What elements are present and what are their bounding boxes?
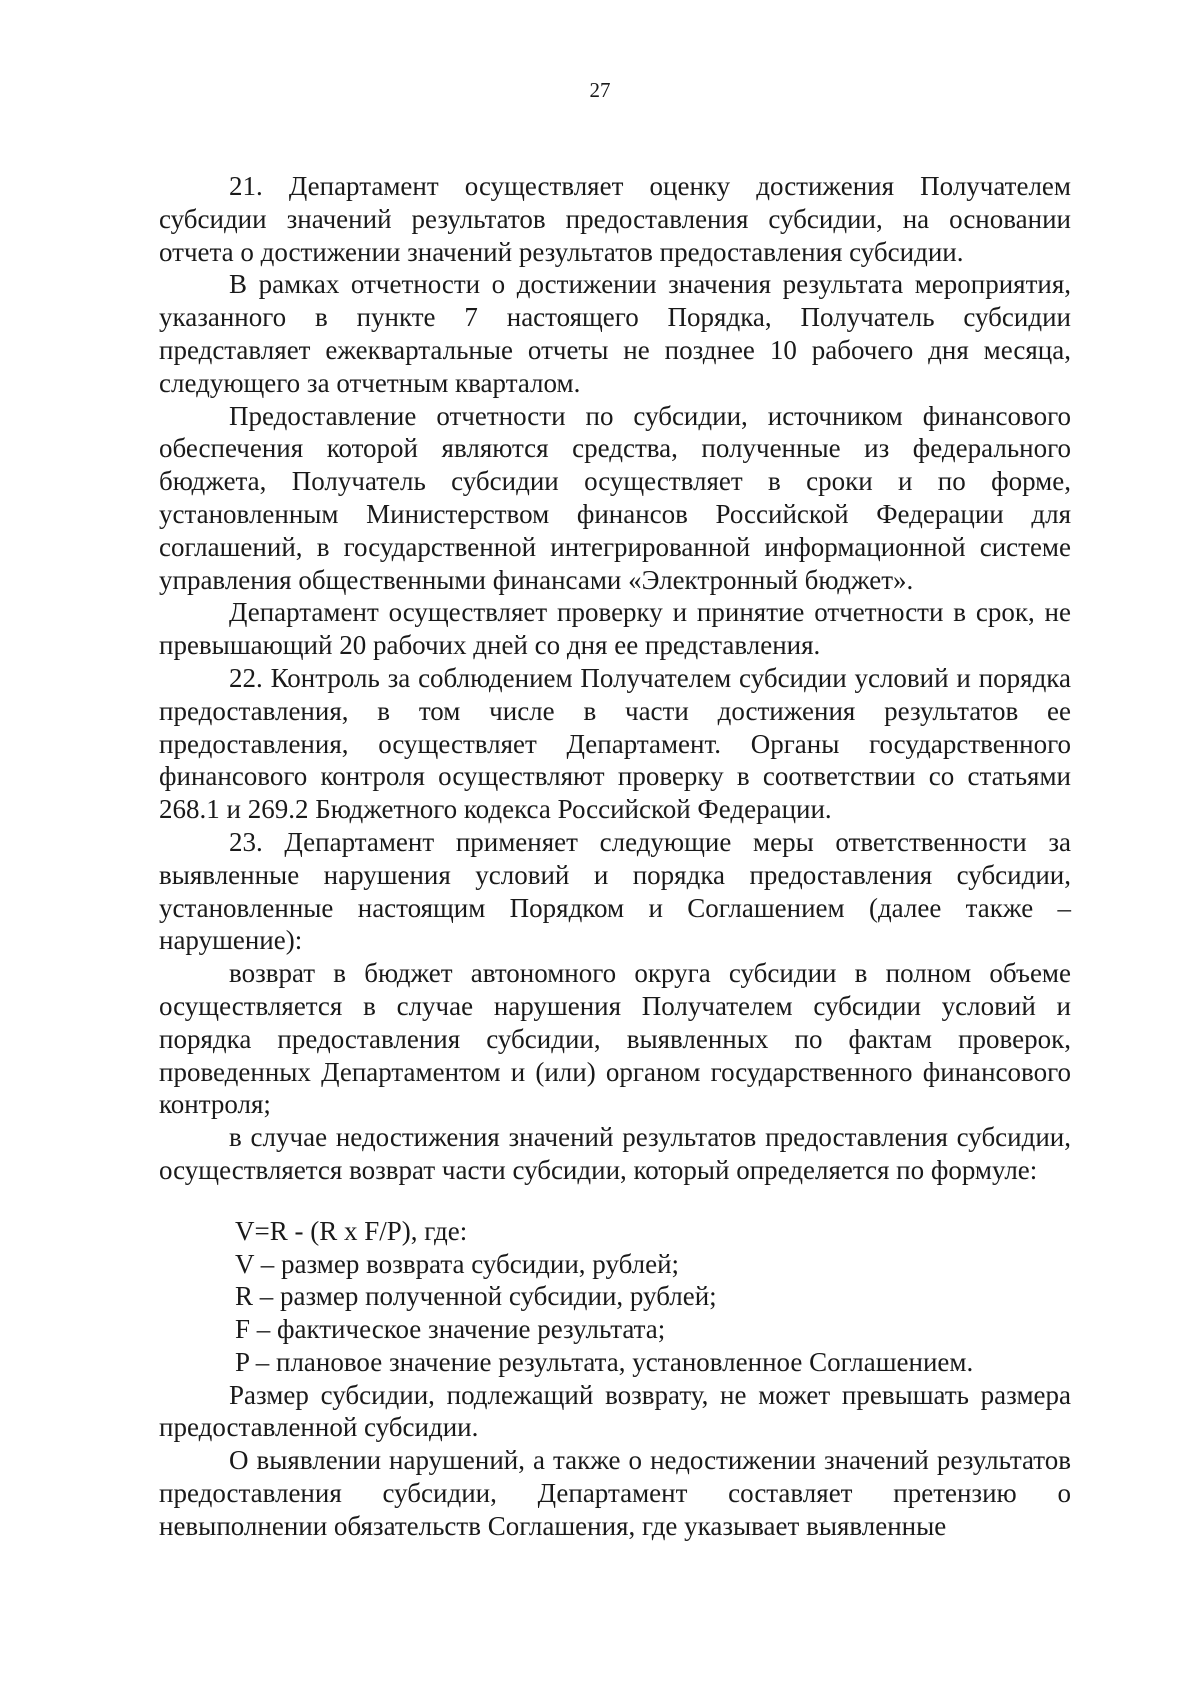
paragraph-full-refund: возврат в бюджет автономного округа субсидии в полном объеме осуществляется в случае нарушения Получателем субсидии условий и порядка предоставления субсидии, выявленных по фактам проверок, проведенных Департаментом и (или) органом государственного финансового контроля; (159, 958, 1071, 1120)
document-body (159, 170, 1071, 1543)
paragraph-reporting-quarterly: В рамках отчетности о достижении значения результата мероприятия, указанного в пункте 7 настоящего Порядка, Получатель субсидии представляет ежеквартальные отчеты не позднее 10 рабочего дня месяца, следующего за отчетным кварталом. (159, 269, 1071, 398)
paragraph-23: 23. Департамент применяет следующие меры ответственности за выявленные нарушения условий и порядка предоставления субсидии, установленные настоящим Порядком и Соглашением (далее также – нарушение): (159, 826, 1071, 956)
formula-variable-v: V – размер возврата субсидии, рублей; (235, 1248, 680, 1279)
formula-expression: V=R - (R x F/P), где: (235, 1215, 468, 1246)
refund-formula (159, 1187, 1071, 1379)
formula-variable-p: P – плановое значение результата, установленное Соглашением. (235, 1346, 974, 1377)
formula-variable-r: R – размер полученной субсидии, рублей; (235, 1281, 717, 1312)
paragraph-federal-reporting: Предоставление отчетности по субсидии, источником финансового обеспечения которой являются средства, полученные из федерального бюджета, Получатель субсидии осуществляет в сроки и по форме, установленным Министерством финансов Российской Федерации для соглашений, в государственной интегрированной информационной системе управления общественными финансами «Электронный бюджет». (159, 400, 1071, 595)
paragraph-22: 22. Контроль за соблюдением Получателем субсидии условий и порядка предоставления, в том числе в части достижения результатов ее предоставления, осуществляет Департамент. Органы государственного финансового контроля осуществляют проверку в соответствии со статьями 268.1 и 269.2 Бюджетного кодекса Российской Федерации. (159, 662, 1071, 825)
paragraph-refund-limit: Размер субсидии, подлежащий возврату, не может превышать размера предоставленной субсидии. (159, 1379, 1071, 1443)
paragraph-partial-refund: в случае недостижения значений результатов предоставления субсидии, осуществляется возврат части субсидии, который определяется по формуле: (159, 1122, 1071, 1185)
formula-variable-f: F – фактическое значение результата; (235, 1314, 666, 1345)
paragraph-claim: О выявлении нарушений, а также о недостижении значений результатов предоставления субсидии, Департамент составляет претензию о невыполнении обязательств Соглашения, где указывает выявленные (159, 1445, 1071, 1541)
paragraph-21: 21. Департамент осуществляет оценку достижения Получателем субсидии значений результатов предоставления субсидии, на основании отчета о достижении значений результатов предоставления субсидии. (159, 171, 1071, 267)
page-number: 27 (589, 78, 611, 102)
paragraph-report-verification: Департамент осуществляет проверку и принятие отчетности в срок, не превышающий 20 рабочих дней со дня ее представления. (159, 597, 1071, 661)
